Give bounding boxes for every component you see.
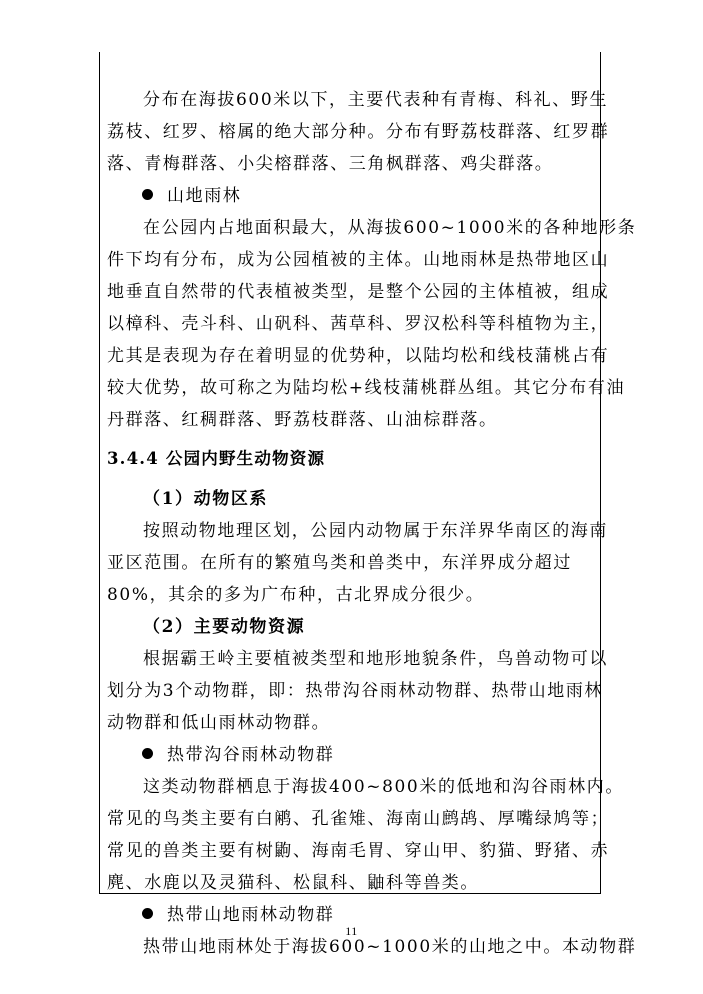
- paragraph-line: 分布在海拔600米以下，主要代表种有青梅、科礼、野生: [143, 90, 609, 110]
- subsection-heading: （1）动物区系: [143, 489, 269, 509]
- bullet-item: [107, 745, 334, 765]
- bullet-item: [107, 905, 334, 925]
- paragraph-line: 这类动物群栖息于海拔400~800米的低地和沟谷雨林内。: [143, 777, 624, 797]
- paragraph-line: 常见的鸟类主要有白鹇、孔雀雉、海南山鹧鸪、厚嘴绿鸠等；: [107, 809, 610, 829]
- page-number: 11: [345, 924, 358, 938]
- paragraph-line: 常见的兽类主要有树鼩、海南毛胃、穿山甲、豹猫、野猪、赤: [107, 841, 610, 861]
- paragraph-line: 丹群落、红稠群落、野荔枝群落、山油棕群落。: [107, 410, 498, 430]
- paragraph-line: 动物群和低山雨林动物群。: [107, 713, 331, 733]
- paragraph-line: 荔枝、红罗、榕属的绝大部分种。分布有野荔枝群落、红罗群: [107, 122, 610, 142]
- bullet-item: [107, 186, 241, 206]
- paragraph-line: 根据霸王岭主要植被类型和地形地貌条件，鸟兽动物可以: [143, 649, 608, 669]
- paragraph-line: 地垂直自然带的代表植被类型，是整个公园的主体植被，组成: [107, 282, 610, 302]
- paragraph-line: 尤其是表现为存在着明显的优势种，以陆均松和线枝蒲桃占有: [107, 346, 610, 366]
- bullet-label: 热带山地雨林动物群: [167, 905, 335, 925]
- document-frame: [99, 52, 604, 894]
- bullet-icon: [142, 908, 153, 919]
- paragraph-line: 件下均有分布，成为公园植被的主体。山地雨林是热带地区山: [107, 250, 610, 270]
- paragraph-line: 在公园内占地面积最大，从海拔600~1000米的各种地形条: [143, 218, 637, 238]
- paragraph-line: 亚区范围。在所有的繁殖鸟类和兽类中，东洋界成分超过: [107, 553, 572, 573]
- bullet-label: 山地雨林: [167, 186, 242, 206]
- paragraph-line: 80%，其余的多为广布种，古北界成分很少。: [107, 585, 485, 605]
- paragraph-line: 划分为3个动物群，即：热带沟谷雨林动物群、热带山地雨林: [107, 681, 604, 701]
- bullet-icon: [142, 748, 153, 759]
- paragraph-line: 落、青梅群落、小尖榕群落、三角枫群落、鸡尖群落。: [107, 154, 554, 174]
- paragraph-line: 热带山地雨林处于海拔600~1000米的山地之中。本动物群: [143, 937, 637, 957]
- paragraph-line: 麂、水鹿以及灵猫科、松鼠科、鼬科等兽类。: [107, 873, 479, 893]
- paragraph-line: 较大优势，故可称之为陆均松+线枝蒲桃群丛组。其它分布有油: [107, 378, 626, 398]
- bullet-icon: [142, 189, 153, 200]
- bullet-label: 热带沟谷雨林动物群: [167, 745, 335, 765]
- paragraph-line: 以樟科、壳斗科、山矾科、茜草科、罗汉松科等科植物为主，: [107, 314, 610, 334]
- paragraph-line: 按照动物地理区划，公园内动物属于东洋界华南区的海南: [143, 521, 608, 541]
- section-heading: 3.4.4 公园内野生动物资源: [107, 449, 326, 468]
- subsection-heading: （2）主要动物资源: [143, 617, 306, 637]
